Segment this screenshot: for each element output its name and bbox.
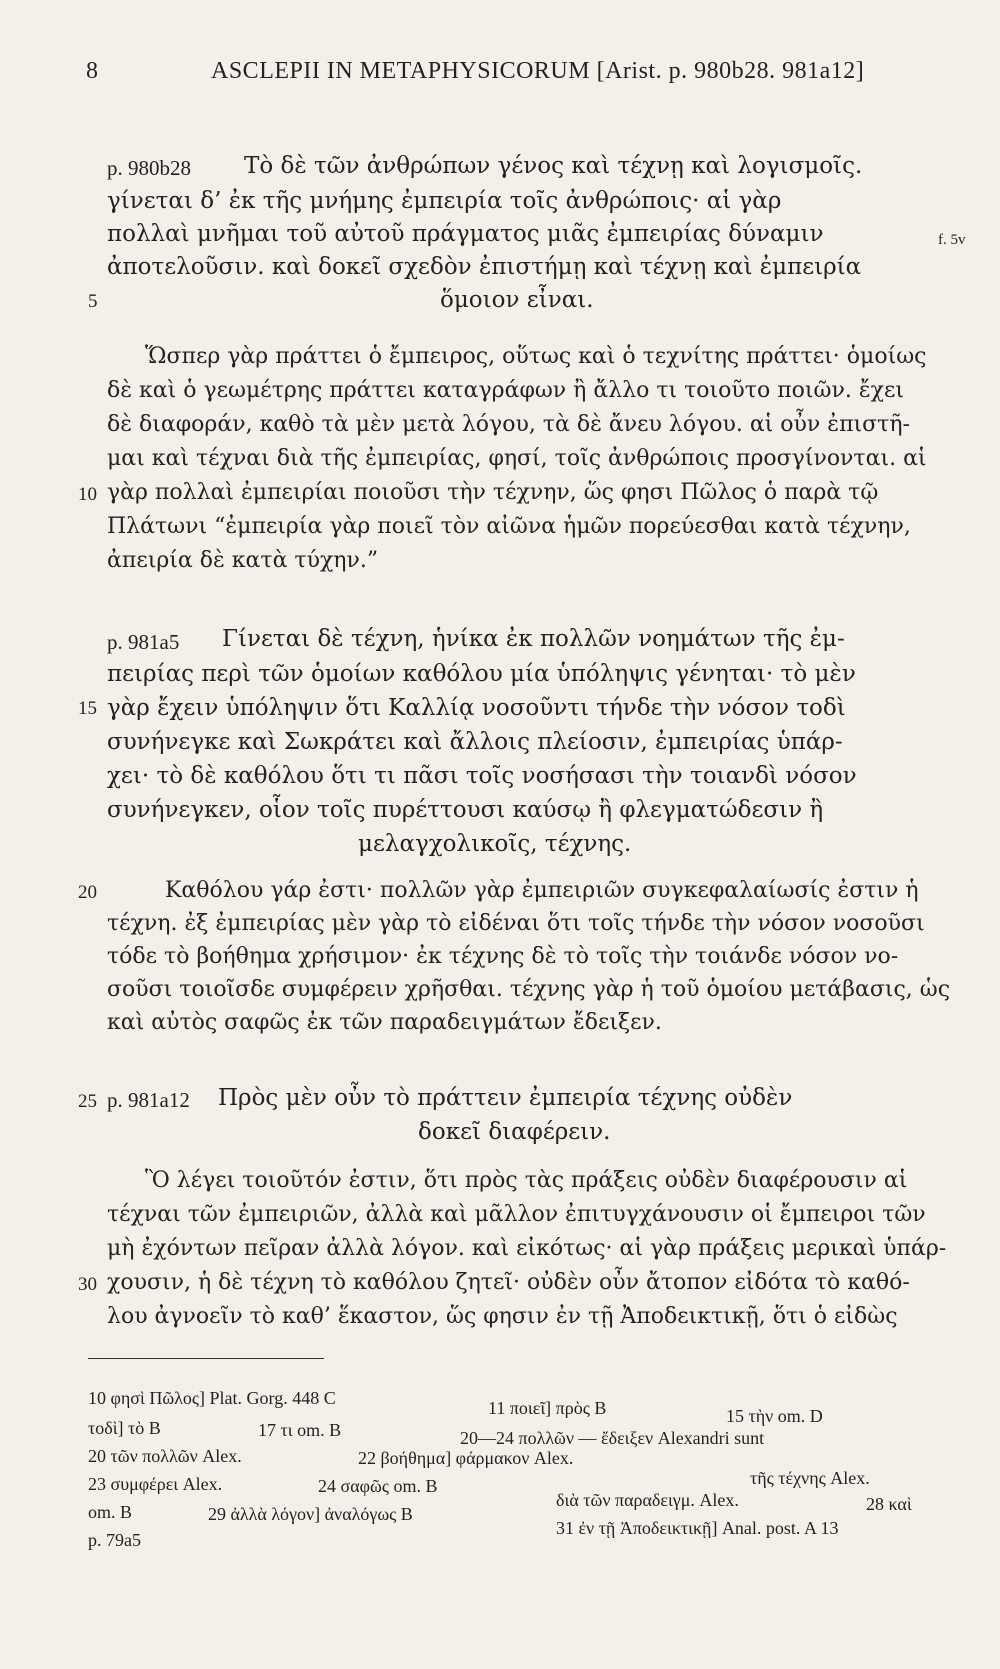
text-line: τόδε τὸ βοήθημα χρήσιμον· ἐκ τέχνης δὲ τὸ τοῖς τὴν τοιάνδε νόσον νο- bbox=[107, 944, 899, 969]
running-title: ASCLEPII IN METAPHYSICORUM [Arist. p. 980b28. 981a12] bbox=[211, 58, 865, 84]
footnote: 20 τῶν πολλῶν Alex. bbox=[88, 1446, 242, 1466]
text-line: Πρὸς μὲν οὖν τὸ πράττειν ἐμπειρία τέχνης οὐδὲν bbox=[218, 1085, 793, 1111]
text-line: σοῦσι τοιοῖσδε συμφέρειν χρῆσθαι. τέχνης γὰρ ἡ τοῦ ὁμοίου μετάβασις, ὡς bbox=[107, 977, 951, 1002]
text-line: καὶ αὐτὸς σαφῶς ἐκ τῶν παραδειγμάτων ἔδειξεν. bbox=[107, 1010, 662, 1035]
text-line: Ὥσπερ γὰρ πράττει ὁ ἔμπειρος, οὕτως καὶ ὁ τεχνίτης πράττει· ὁμοίως bbox=[145, 344, 927, 369]
line-number: 5 bbox=[88, 291, 98, 312]
text-line: πειρίας περὶ τῶν ὁμοίων καθόλου μία ὑπόληψις γένηται· τὸ μὲν bbox=[107, 661, 856, 687]
text-line: τέχναι τῶν ἐμπειριῶν, ἀλλὰ καὶ μᾶλλον ἐπιτυγχάνουσιν οἱ ἔμπειροι τῶν bbox=[107, 1202, 926, 1227]
line-number: 25 bbox=[78, 1091, 97, 1112]
footnote: τοδὶ] τὸ B bbox=[88, 1418, 161, 1438]
line-number: 20 bbox=[78, 882, 97, 903]
footnote: p. 79a5 bbox=[88, 1530, 141, 1550]
text-line: Γίνεται δὲ τέχνη, ἡνίκα ἐκ πολλῶν νοημάτων τῆς ἐμ- bbox=[222, 626, 845, 652]
footnote: 15 τὴν om. D bbox=[726, 1406, 823, 1426]
text-line: ἀποτελοῦσιν. καὶ δοκεῖ σχεδὸν ἐπιστήμῃ καὶ τέχνῃ καὶ ἐμπειρία bbox=[107, 254, 862, 280]
text-line: πολλαὶ μνῆμαι τοῦ αὐτοῦ πράγματος μιᾶς ἐμπειρίας δύναμιν bbox=[107, 221, 824, 247]
text-line: μαι καὶ τέχναι διὰ τῆς ἐμπειρίας, φησί, τοῖς ἀνθρώποις προσγίνονται. αἱ bbox=[107, 446, 927, 471]
text-line: συνήνεγκεν, οἷον τοῖς πυρέττουσι καύσῳ ἢ φλεγματώδεσιν ἢ bbox=[107, 797, 824, 823]
footnote: διὰ τῶν παραδειγμ. Alex. bbox=[556, 1490, 739, 1510]
text-line: μὴ ἐχόντων πεῖραν ἀλλὰ λόγον. καὶ εἰκότως· αἱ γὰρ πράξεις μερικαὶ ὑπάρ- bbox=[107, 1236, 947, 1261]
lemma-reference: p. 980b28 bbox=[107, 156, 191, 180]
text-line: Πλάτωνι “ἐμπειρία γὰρ ποιεῖ τὸν αἰῶνα ἡμῶν πορεύεσθαι κατὰ τέχνην, bbox=[107, 514, 911, 539]
page-number: 8 bbox=[86, 58, 99, 84]
text-line: χει· τὸ δὲ καθόλου ὅτι τι πᾶσι τοῖς νοσήσασι τὴν τοιανδὶ νόσον bbox=[107, 763, 857, 789]
text-line: δὲ καὶ ὁ γεωμέτρης πράττει καταγράφων ἢ ἄλλο τι τοιοῦτο ποιῶν. ἔχει bbox=[107, 378, 904, 403]
footnote: 22 βοήθημα] φάρμακον Alex. bbox=[358, 1448, 574, 1468]
text-line: ἀπειρία δὲ κατὰ τύχην.” bbox=[107, 548, 379, 573]
line-number: 10 bbox=[78, 484, 97, 505]
text-line: Τὸ δὲ τῶν ἀνθρώπων γένος καὶ τέχνῃ καὶ λογισμοῖς. bbox=[244, 153, 863, 179]
footnote: 20—24 πολλῶν — ἔδειξεν Alexandri sunt bbox=[460, 1428, 765, 1448]
footnote: 10 φησὶ Πῶλος] Plat. Gorg. 448 C bbox=[88, 1388, 336, 1408]
footnote-rule bbox=[88, 1358, 324, 1359]
text-line: γὰρ πολλαὶ ἐμπειρίαι ποιοῦσι τὴν τέχνην, ὥς φησι Πῶλος ὁ παρὰ τῷ bbox=[107, 480, 879, 505]
folio-margin-note: f. 5v bbox=[938, 232, 966, 248]
text-line: συνήνεγκε καὶ Σωκράτει καὶ ἄλλοις πλείοσιν, ἐμπειρίας ὑπάρ- bbox=[107, 729, 843, 755]
footnote: 31 ἐν τῇ Ἀποδεικτικῇ] Anal. post. A 13 bbox=[556, 1518, 839, 1538]
text-line: γὰρ ἔχειν ὑπόληψιν ὅτι Καλλίᾳ νοσοῦντι τήνδε τὴν νόσον τοδὶ bbox=[107, 695, 846, 721]
footnote: 11 ποιεῖ] πρὸς B bbox=[488, 1398, 607, 1418]
text-line: Καθόλου γάρ ἐστι· πολλῶν γὰρ ἐμπειριῶν συγκεφαλαίωσίς ἐστιν ἡ bbox=[165, 878, 919, 903]
footnote: 29 ἀλλὰ λόγον] ἀναλόγως B bbox=[208, 1504, 413, 1524]
footnote: 28 καὶ bbox=[866, 1494, 912, 1514]
text-line: δὲ διαφοράν, καθὸ τὰ μὲν μετὰ λόγου, τὰ δὲ ἄνευ λόγου. αἱ οὖν ἐπιστῆ- bbox=[107, 412, 910, 437]
text-line: λου ἀγνοεῖν τὸ καθ’ ἕκαστον, ὥς φησιν ἐν τῇ Ἀποδεικτικῇ, ὅτι ὁ εἰδὼς bbox=[107, 1304, 898, 1329]
text-line: δοκεῖ διαφέρειν. bbox=[418, 1119, 611, 1145]
line-number: 15 bbox=[78, 698, 97, 719]
running-header bbox=[86, 50, 906, 90]
line-number: 30 bbox=[78, 1274, 97, 1295]
text-line: γίνεται δ’ ἐκ τῆς μνήμης ἐμπειρία τοῖς ἀνθρώποις· αἱ γὰρ bbox=[107, 188, 782, 214]
text-line: ὅμοιον εἶναι. bbox=[440, 287, 594, 313]
footnote: 23 συμφέρει Alex. bbox=[88, 1474, 223, 1494]
lemma-reference: p. 981a12 bbox=[107, 1088, 190, 1112]
lemma-reference: p. 981a5 bbox=[107, 630, 180, 654]
footnote: 17 τι om. B bbox=[258, 1420, 342, 1440]
footnote: 24 σαφῶς om. B bbox=[318, 1476, 438, 1496]
footnote: τῆς τέχνης Alex. bbox=[750, 1468, 870, 1488]
text-line: χουσιν, ἡ δὲ τέχνη τὸ καθόλου ζητεῖ· οὐδὲν οὖν ἄτοπον εἰδότα τὸ καθό- bbox=[107, 1270, 910, 1295]
text-line: μελαγχολικοῖς, τέχνης. bbox=[358, 831, 632, 857]
footnote: om. B bbox=[88, 1502, 133, 1522]
text-line: Ὃ λέγει τοιοῦτόν ἐστιν, ὅτι πρὸς τὰς πράξεις οὐδὲν διαφέρουσιν αἱ bbox=[145, 1168, 908, 1193]
text-line: τέχνη. ἐξ ἐμπειρίας μὲν γὰρ τὸ εἰδέναι ὅτι τοῖς τήνδε τὴν νόσον νοσοῦσι bbox=[107, 911, 925, 936]
